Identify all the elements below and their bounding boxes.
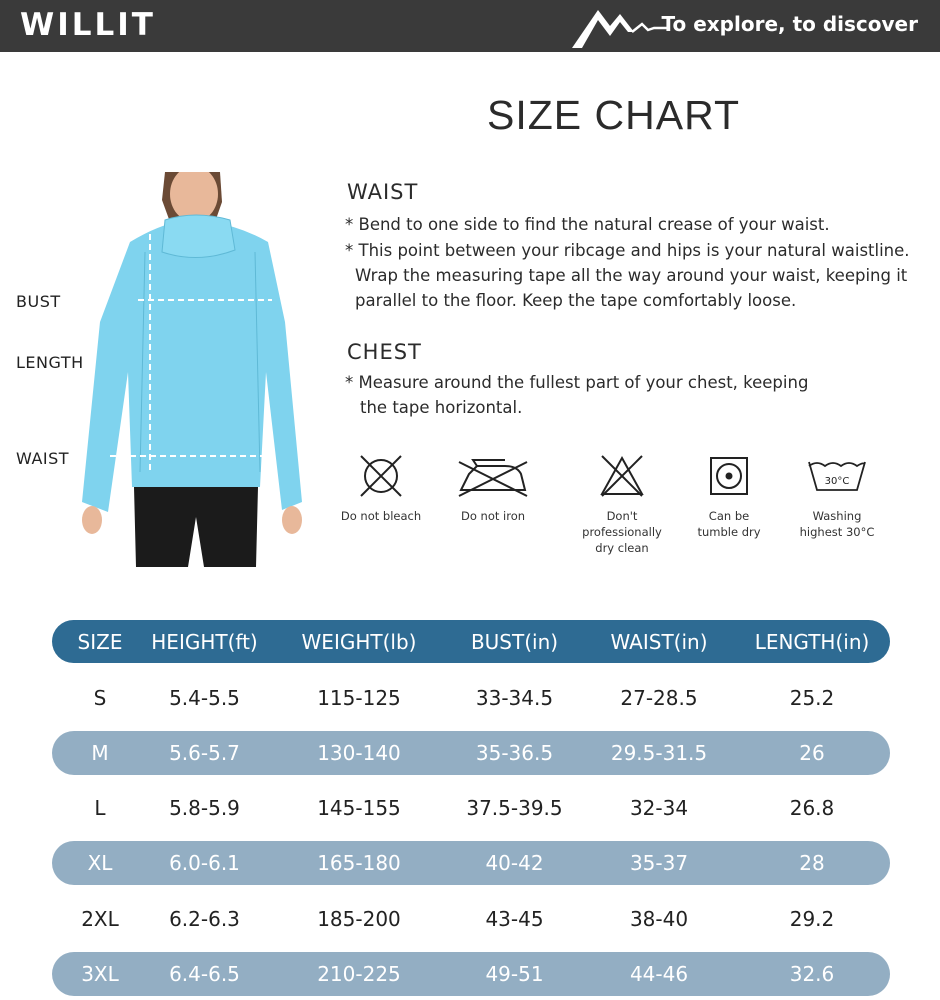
table-header-cell: BUST(in) bbox=[470, 629, 559, 654]
table-cell: 25.2 bbox=[789, 685, 835, 710]
table-cell: 33-34.5 bbox=[475, 685, 554, 710]
care-label: Do not bleach bbox=[340, 509, 422, 523]
care-label: dry clean bbox=[595, 541, 649, 555]
table-cell: 145-155 bbox=[317, 796, 401, 821]
table-cell: 29.2 bbox=[789, 906, 835, 931]
table-cell: 35-37 bbox=[629, 851, 689, 875]
table-cell: 5.4-5.5 bbox=[169, 685, 240, 710]
care-do-not-dry-clean bbox=[570, 452, 674, 556]
table-row bbox=[52, 731, 890, 775]
table-cell: 29.5-31.5 bbox=[610, 740, 708, 765]
table-cell: 26.8 bbox=[789, 796, 835, 821]
page-title: SIZE CHART bbox=[487, 92, 740, 138]
table-cell: 38-40 bbox=[629, 906, 689, 931]
table-cell: 32-34 bbox=[629, 796, 689, 821]
table-cell: 210-225 bbox=[317, 961, 401, 986]
table-header-cell: SIZE bbox=[77, 629, 123, 654]
care-label: Do not iron bbox=[460, 509, 526, 523]
table-cell: 5.8-5.9 bbox=[169, 796, 240, 821]
waist-line: parallel to the floor. Keep the tape comfortably loose. bbox=[355, 291, 797, 310]
table-cell: 40-42 bbox=[485, 851, 544, 875]
table-cell: XL bbox=[87, 851, 113, 875]
care-label: highest 30°C bbox=[799, 525, 875, 539]
table-cell: 44-46 bbox=[629, 961, 689, 986]
care-label: Don't professionally bbox=[582, 509, 662, 539]
tumble-dry-icon bbox=[705, 452, 753, 500]
care-label: tumble dry bbox=[697, 525, 761, 539]
table-cell: 26 bbox=[799, 740, 825, 765]
table-row bbox=[52, 670, 890, 726]
brand-logo: WILLIT bbox=[20, 7, 156, 43]
length-label: LENGTH bbox=[16, 353, 84, 372]
table-cell: 27-28.5 bbox=[620, 685, 698, 710]
care-label: Washing bbox=[812, 509, 862, 523]
table-cell: 37.5-39.5 bbox=[466, 796, 563, 821]
care-wash-30 bbox=[796, 452, 878, 540]
table-header-cell: HEIGHT(ft) bbox=[151, 629, 258, 654]
table-cell: 6.0-6.1 bbox=[169, 851, 240, 875]
table-header-row bbox=[52, 620, 890, 663]
model-shirt-illustration bbox=[70, 172, 310, 567]
care-tumble-dry bbox=[694, 452, 764, 540]
waist-line: * Bend to one side to find the natural crease of your waist. bbox=[345, 215, 830, 234]
table-cell: 115-125 bbox=[317, 685, 401, 710]
chest-heading: CHEST bbox=[347, 340, 422, 364]
table-cell: 2XL bbox=[81, 906, 119, 931]
table-cell: 185-200 bbox=[317, 906, 401, 931]
table-cell: 130-140 bbox=[317, 740, 401, 765]
table-cell: 3XL bbox=[81, 961, 119, 986]
table-cell: 28 bbox=[799, 851, 825, 875]
wash-30-icon bbox=[805, 452, 869, 500]
bust-label: BUST bbox=[16, 292, 61, 311]
table-row bbox=[52, 891, 890, 947]
waist-line: * This point between your ribcage and hips is your natural waistline. bbox=[345, 241, 910, 260]
top-banner bbox=[0, 0, 940, 52]
table-cell: 6.2-6.3 bbox=[169, 906, 240, 931]
table-cell: L bbox=[94, 796, 106, 821]
table-header-cell: WAIST(in) bbox=[610, 629, 708, 654]
waist-line: Wrap the measuring tape all the way around your waist, keeping it bbox=[355, 266, 908, 285]
do-not-bleach-icon bbox=[357, 452, 405, 500]
chest-line: the tape horizontal. bbox=[360, 398, 523, 417]
care-do-not-iron bbox=[455, 452, 531, 524]
table-cell: 43-45 bbox=[485, 906, 544, 931]
waist-label: WAIST bbox=[16, 449, 70, 468]
table-header-cell: LENGTH(in) bbox=[754, 629, 870, 654]
table-row bbox=[52, 841, 890, 885]
table-row bbox=[52, 952, 890, 996]
table-cell: 165-180 bbox=[317, 851, 401, 875]
do-not-iron-icon bbox=[455, 452, 531, 500]
size-table bbox=[52, 620, 890, 1000]
table-cell: 32.6 bbox=[789, 961, 835, 986]
care-do-not-bleach bbox=[340, 452, 422, 524]
wash-temp-label: 30°C bbox=[824, 476, 850, 487]
table-cell: M bbox=[91, 740, 109, 765]
table-cell: 6.4-6.5 bbox=[169, 961, 240, 986]
table-header-cell: WEIGHT(lb) bbox=[301, 629, 417, 654]
table-row bbox=[52, 781, 890, 837]
chest-line: * Measure around the fullest part of your chest, keeping bbox=[345, 373, 809, 392]
table-cell: 49-51 bbox=[485, 961, 544, 986]
table-cell: S bbox=[93, 685, 107, 710]
tagline: To explore, to discover bbox=[661, 12, 918, 36]
do-not-dry-clean-icon bbox=[598, 452, 646, 500]
waist-heading: WAIST bbox=[347, 180, 419, 204]
table-cell: 5.6-5.7 bbox=[169, 740, 240, 765]
care-label: Can be bbox=[708, 509, 750, 523]
table-cell: 35-36.5 bbox=[475, 740, 554, 765]
